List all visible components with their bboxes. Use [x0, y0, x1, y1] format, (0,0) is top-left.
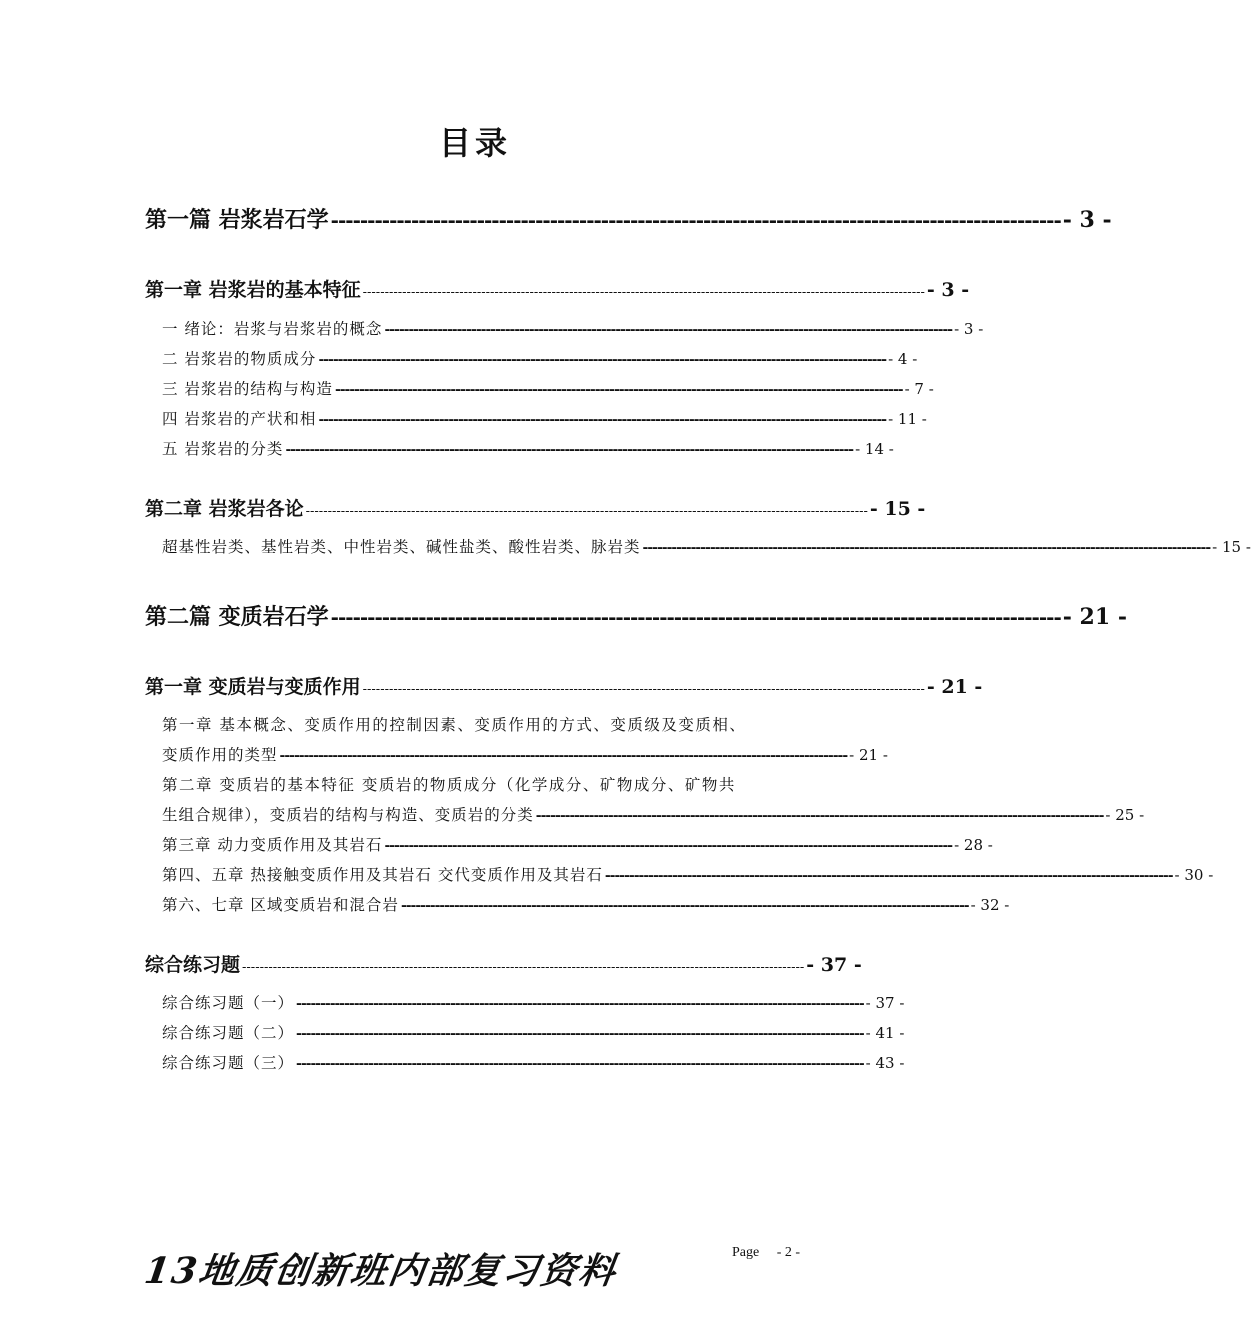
toc-entry-page: - 21 - [1062, 604, 1127, 630]
toc-item[interactable] [162, 347, 918, 369]
leader-dots: ---------------------------------------------------------------------------------------------------------------------- [535, 808, 1104, 824]
leader-dots: ---------------------------------------------------------------------------------------------------------------------- [296, 1056, 864, 1072]
footer-signature: 13地质创新班内部复习资料 [141, 1250, 620, 1292]
toc-entry-page: - 3 - [926, 279, 970, 301]
toc-entry-label: 第一章 岩浆岩的基本特征 [145, 279, 361, 301]
toc-item[interactable] [162, 1051, 905, 1073]
toc-entry-page: - 43 - [865, 1054, 905, 1072]
toc-entry-page: - 21 - [849, 746, 888, 764]
toc-item[interactable] [162, 377, 934, 399]
toc-entry-page: - 15 - [869, 498, 926, 520]
toc-item-line: 第二章 变质岩的基本特征 变质岩的物质成分（化学成分、矿物成分、矿物共 [162, 776, 736, 794]
toc-item[interactable] [162, 317, 984, 339]
leader-dots: ---------------------------------------------------------------------------------------------------------------------- [285, 442, 854, 458]
leader-dots: ---------------------------------------------------------------------------------------------------------------------- [318, 352, 887, 368]
toc-entry-label: 第一篇 岩浆岩石学 [145, 207, 329, 233]
leader-dots: ---------------------------------------------------------------------------------------------------------------------- [296, 996, 864, 1012]
toc-chapter-1-1[interactable] [145, 275, 970, 302]
leader-dots: ---------------------------------------------------------------------------------------------------------------------- [400, 898, 969, 914]
footer-page-indicator [732, 1245, 800, 1261]
toc-item[interactable] [162, 1021, 905, 1043]
toc-entry-label: 一 绪论：岩浆与岩浆岩的概念 [162, 320, 383, 338]
toc-entry-page: - 7 - [904, 380, 934, 398]
toc-entry-label: 五 岩浆岩的分类 [162, 440, 284, 458]
toc-entry-label: 综合练习题（三） [162, 1054, 295, 1072]
toc-item[interactable] [162, 407, 927, 429]
toc-entry-label: 第二篇 变质岩石学 [145, 604, 329, 630]
toc-entry-page: - 21 - [926, 676, 983, 698]
leader-dots: ---------------------------------------------------------------------------------------------------- [330, 605, 1061, 629]
leader-dots: -------------------------------------------------------------------------------------------------------------------------------- [362, 682, 925, 697]
toc-item[interactable] [162, 535, 1251, 557]
toc-chapter-1-2[interactable] [145, 494, 926, 521]
toc-exercises[interactable] [145, 950, 862, 977]
toc-entry-label: 第三章 动力变质作用及其岩石 [162, 836, 383, 854]
toc-entry-page: - 30 - [1174, 866, 1214, 884]
toc-entry-page: - 14 - [855, 440, 894, 458]
leader-dots: ---------------------------------------------------------------------------------------------------------------------- [318, 412, 887, 428]
toc-item[interactable] [162, 863, 1214, 885]
leader-dots: ---------------------------------------------------------------------------------------------------------------------- [604, 868, 1173, 884]
toc-title: 目录 [438, 124, 511, 162]
toc-entry-page: - 4 - [888, 350, 918, 368]
toc-part-1[interactable] [145, 203, 1112, 234]
toc-chapter-2-1[interactable] [145, 672, 983, 699]
toc-entry-label: 第六、七章 区域变质岩和混合岩 [162, 896, 399, 914]
toc-item[interactable] [162, 893, 1010, 915]
toc-entry-page: - 3 - [954, 320, 984, 338]
toc-item[interactable] [162, 991, 905, 1013]
leader-dots: ---------------------------------------------------------------------------------------------------------------------- [279, 748, 848, 764]
toc-entry-label: 四 岩浆岩的产状和相 [162, 410, 317, 428]
toc-entry-label: 超基性岩类、基性岩类、中性岩类、碱性盐类、酸性岩类、脉岩类 [162, 538, 641, 556]
toc-entry-label: 第二章 岩浆岩各论 [145, 498, 304, 520]
toc-entry-label: 综合练习题（一） [162, 994, 295, 1012]
toc-entry-page: - 3 - [1062, 207, 1112, 233]
toc-entry-page: - 11 - [888, 410, 927, 428]
toc-entry-label: 生组合规律），变质岩的结构与构造、变质岩的分类 [162, 806, 534, 824]
toc-entry-page: - 25 - [1105, 806, 1145, 824]
leader-dots: -------------------------------------------------------------------------------------------------------------------------------- [242, 960, 805, 975]
toc-entry-label: 第一章 变质岩与变质作用 [145, 676, 361, 698]
footer-page-label: Page [732, 1245, 760, 1260]
leader-dots: ---------------------------------------------------------------------------------------------------- [330, 208, 1061, 232]
toc-entry-page: - 28 - [954, 836, 993, 854]
toc-entry-page: - 32 - [970, 896, 1010, 914]
toc-item[interactable] [162, 803, 1145, 825]
toc-entry-page: - 41 - [865, 1024, 905, 1042]
toc-entry-page: - 37 - [865, 994, 905, 1012]
toc-entry-page: - 15 - [1212, 538, 1251, 556]
toc-entry-label: 第四、五章 热接触变质作用及其岩石 交代变质作用及其岩石 [162, 866, 603, 884]
toc-entry-label: 综合练习题 [145, 954, 241, 976]
leader-dots: ---------------------------------------------------------------------------------------------------------------------- [334, 382, 903, 398]
toc-item-line: 第一章 基本概念、变质作用的控制因素、变质作用的方式、变质级及变质相、 [162, 716, 747, 734]
toc-item[interactable] [162, 833, 993, 855]
footer-page-number: - 2 - [776, 1245, 801, 1260]
toc-item[interactable] [162, 743, 888, 765]
toc-entry-label: 综合练习题（二） [162, 1024, 295, 1042]
toc-entry-page: - 37 - [806, 954, 862, 976]
leader-dots: ---------------------------------------------------------------------------------------------------------------------- [642, 540, 1211, 556]
toc-entry-label: 二 岩浆岩的物质成分 [162, 350, 317, 368]
toc-item[interactable] [162, 437, 894, 459]
toc-entry-label: 变质作用的类型 [162, 746, 278, 764]
leader-dots: -------------------------------------------------------------------------------------------------------------------------------- [362, 285, 925, 300]
leader-dots: ---------------------------------------------------------------------------------------------------------------------- [384, 838, 953, 854]
toc-entry-label: 三 岩浆岩的结构与构造 [162, 380, 333, 398]
leader-dots: ---------------------------------------------------------------------------------------------------------------------- [384, 322, 953, 338]
leader-dots: -------------------------------------------------------------------------------------------------------------------------------- [305, 504, 868, 519]
toc-part-2[interactable] [145, 600, 1127, 631]
leader-dots: ---------------------------------------------------------------------------------------------------------------------- [296, 1026, 864, 1042]
